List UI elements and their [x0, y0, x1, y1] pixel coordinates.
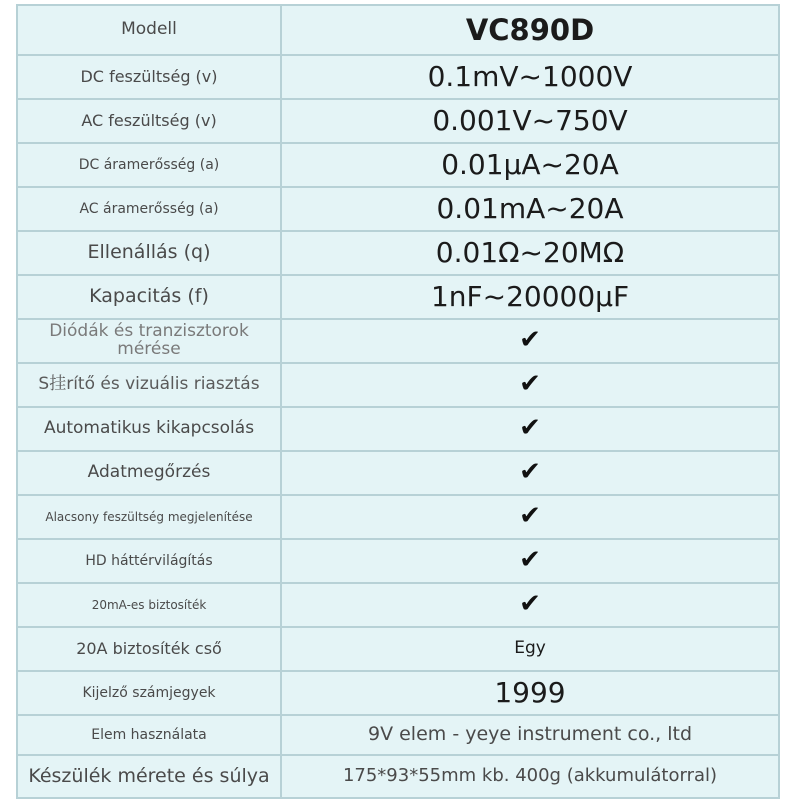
check-icon: ✔ — [519, 369, 541, 400]
row-label: Elem használata — [18, 716, 282, 754]
row-label: DC feszültség (v) — [18, 56, 282, 98]
row-label: 20A biztosíték cső — [18, 628, 282, 670]
row-label: DC áramerősség (a) — [18, 144, 282, 186]
spec-row — [18, 320, 778, 364]
spec-table — [16, 4, 780, 799]
spec-row — [18, 364, 778, 408]
spec-row — [18, 672, 778, 716]
check-icon: ✔ — [519, 325, 541, 356]
row-label: Kapacitás (f) — [18, 276, 282, 318]
spec-row — [18, 100, 778, 144]
row-label: Diódák és tranzisztorok mérése — [18, 320, 282, 362]
row-label: Automatikus kikapcsolás — [18, 408, 282, 450]
spec-row — [18, 408, 778, 452]
row-label: 20mA-es biztosíték — [18, 584, 282, 626]
spec-row — [18, 716, 778, 756]
check-icon: ✔ — [519, 589, 541, 620]
row-value: 0.1mV~1000V — [427, 60, 633, 94]
row-value: 0.01Ω~20MΩ — [435, 236, 625, 270]
row-label: Kijelző számjegyek — [18, 672, 282, 714]
spec-row — [18, 56, 778, 100]
spec-row — [18, 232, 778, 276]
row-value: 0.01mA~20A — [436, 192, 624, 226]
spec-row — [18, 188, 778, 232]
row-label: HD háttérvilágítás — [18, 540, 282, 582]
row-value: 175*93*55mm kb. 400g (akkumulátorral) — [342, 765, 718, 787]
spec-row — [18, 276, 778, 320]
check-icon: ✔ — [519, 413, 541, 444]
spec-row — [18, 756, 778, 797]
check-icon: ✔ — [519, 457, 541, 488]
row-label: Ellenállás (q) — [18, 232, 282, 274]
spec-row — [18, 628, 778, 672]
spec-row-model — [18, 6, 778, 56]
row-label: AC áramerősség (a) — [18, 188, 282, 230]
row-label: Készülék mérete és súlya — [18, 756, 282, 797]
check-icon: ✔ — [519, 545, 541, 576]
row-value: 1999 — [494, 676, 566, 710]
row-value: 0.01μA~20A — [441, 148, 619, 182]
spec-row — [18, 144, 778, 188]
row-value: 9V elem - yeye instrument co., ltd — [367, 723, 693, 746]
row-label: Modell — [18, 6, 282, 54]
row-label: Alacsony feszültség megjelenítése — [18, 496, 282, 538]
row-label: S挂rítő és vizuális riasztás — [18, 364, 282, 406]
row-value: VC890D — [465, 12, 595, 47]
row-label: Adatmegőrzés — [18, 452, 282, 494]
spec-row — [18, 496, 778, 540]
row-label: AC feszültség (v) — [18, 100, 282, 142]
row-value: 0.001V~750V — [432, 104, 628, 138]
check-icon: ✔ — [519, 501, 541, 532]
row-value: 1nF~20000μF — [430, 280, 630, 314]
spec-row — [18, 452, 778, 496]
spec-row — [18, 540, 778, 584]
row-value: Egy — [514, 638, 546, 659]
spec-row — [18, 584, 778, 628]
